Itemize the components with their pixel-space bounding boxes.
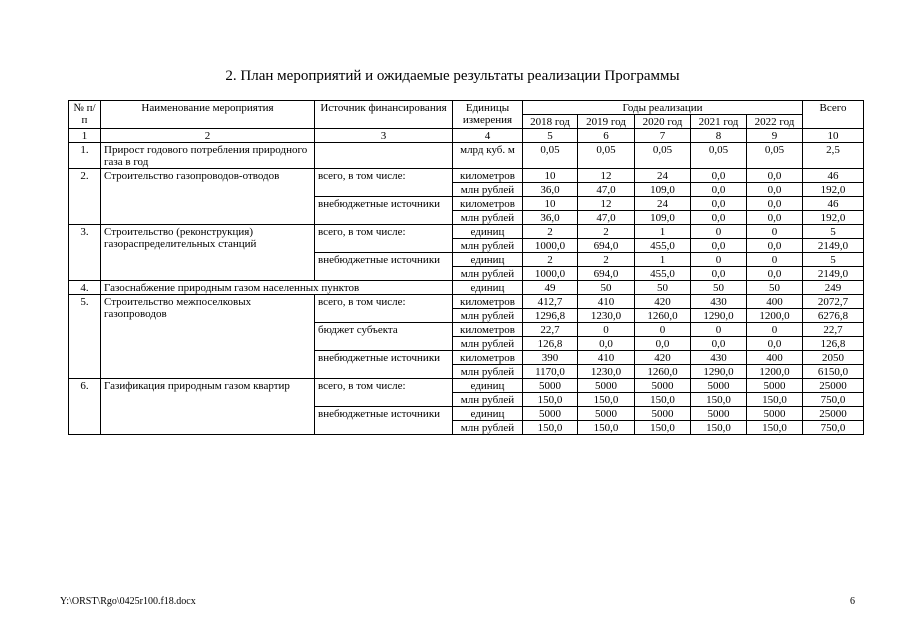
total-value-cell: 5 bbox=[803, 225, 864, 239]
numbering-row bbox=[69, 129, 864, 143]
col-name-header: Наименование мероприятия bbox=[101, 101, 315, 129]
year-value-cell: 0 bbox=[691, 323, 747, 337]
year-value-cell: 50 bbox=[691, 281, 747, 295]
year-value-cell: 5000 bbox=[635, 379, 691, 393]
year-value-cell: 0 bbox=[747, 253, 803, 267]
year-value-cell: 0,05 bbox=[635, 143, 691, 169]
funding-source: внебюджетные источники bbox=[315, 253, 453, 281]
year-value-cell: 694,0 bbox=[578, 267, 635, 281]
unit-cell: млрд куб. м bbox=[453, 143, 523, 169]
measure-name: Газоснабжение природным газом населенных пунктов bbox=[101, 281, 453, 295]
column-number: 10 bbox=[803, 129, 864, 143]
unit-cell: единиц bbox=[453, 281, 523, 295]
year-value-cell: 47,0 bbox=[578, 183, 635, 197]
total-value-cell: 6150,0 bbox=[803, 365, 864, 379]
year-value-cell: 410 bbox=[578, 295, 635, 309]
unit-cell: млн рублей bbox=[453, 421, 523, 435]
col-years-header: Годы реализации bbox=[523, 101, 803, 115]
total-value-cell: 6276,8 bbox=[803, 309, 864, 323]
header-row bbox=[69, 101, 864, 115]
year-value-cell: 1230,0 bbox=[578, 309, 635, 323]
year-value-cell: 0,0 bbox=[747, 267, 803, 281]
year-value-cell: 430 bbox=[691, 351, 747, 365]
year-value-cell: 12 bbox=[578, 197, 635, 211]
year-value-cell: 5000 bbox=[691, 379, 747, 393]
year-value-cell: 0,05 bbox=[523, 143, 578, 169]
year-value-cell: 0,05 bbox=[578, 143, 635, 169]
measure-name: Строительство межпоселковых газопроводов bbox=[101, 295, 315, 379]
year-value-cell: 0,0 bbox=[691, 197, 747, 211]
year-value-cell: 0,0 bbox=[578, 337, 635, 351]
unit-cell: млн рублей bbox=[453, 211, 523, 225]
total-value-cell: 750,0 bbox=[803, 421, 864, 435]
total-value-cell: 46 bbox=[803, 169, 864, 183]
plan-table bbox=[68, 100, 864, 435]
year-value-cell: 0,0 bbox=[747, 239, 803, 253]
year-value-cell: 0,0 bbox=[691, 267, 747, 281]
table-row bbox=[69, 169, 864, 183]
year-value-cell: 5000 bbox=[747, 379, 803, 393]
total-value-cell: 22,7 bbox=[803, 323, 864, 337]
footer-page-number: 6 bbox=[850, 596, 855, 607]
year-value-cell: 0,0 bbox=[691, 239, 747, 253]
unit-cell: млн рублей bbox=[453, 183, 523, 197]
col-total-header: Всего bbox=[803, 101, 864, 129]
year-value-cell: 109,0 bbox=[635, 211, 691, 225]
year-value-cell: 5000 bbox=[635, 407, 691, 421]
year-value-cell: 430 bbox=[691, 295, 747, 309]
year-value-cell: 0,0 bbox=[691, 169, 747, 183]
row-number: 1. bbox=[69, 143, 101, 169]
year-value-cell: 1000,0 bbox=[523, 267, 578, 281]
year-value-cell: 694,0 bbox=[578, 239, 635, 253]
year-value-cell: 150,0 bbox=[747, 393, 803, 407]
total-value-cell: 46 bbox=[803, 197, 864, 211]
row-number: 2. bbox=[69, 169, 101, 225]
unit-cell: млн рублей bbox=[453, 393, 523, 407]
total-value-cell: 2149,0 bbox=[803, 267, 864, 281]
year-value-cell: 150,0 bbox=[691, 393, 747, 407]
year-value-cell: 0 bbox=[691, 253, 747, 267]
year-value-cell: 50 bbox=[578, 281, 635, 295]
year-value-cell: 1200,0 bbox=[747, 365, 803, 379]
column-number: 3 bbox=[315, 129, 453, 143]
total-value-cell: 2072,7 bbox=[803, 295, 864, 309]
year-value-cell: 50 bbox=[635, 281, 691, 295]
total-value-cell: 126,8 bbox=[803, 337, 864, 351]
unit-cell: млн рублей bbox=[453, 239, 523, 253]
year-value-cell: 1200,0 bbox=[747, 309, 803, 323]
year-value-cell: 1290,0 bbox=[691, 365, 747, 379]
year-header: 2022 год bbox=[747, 115, 803, 129]
total-value-cell: 2,5 bbox=[803, 143, 864, 169]
unit-cell: единиц bbox=[453, 225, 523, 239]
year-value-cell: 50 bbox=[747, 281, 803, 295]
year-value-cell: 2 bbox=[578, 253, 635, 267]
unit-cell: млн рублей bbox=[453, 267, 523, 281]
year-value-cell: 5000 bbox=[578, 407, 635, 421]
year-value-cell: 0,0 bbox=[747, 197, 803, 211]
year-value-cell: 22,7 bbox=[523, 323, 578, 337]
year-value-cell: 49 bbox=[523, 281, 578, 295]
table-row bbox=[69, 281, 864, 295]
year-value-cell: 1230,0 bbox=[578, 365, 635, 379]
row-number: 4. bbox=[69, 281, 101, 295]
measure-name: Прирост годового потребления природного газа в год bbox=[101, 143, 315, 169]
year-value-cell: 0,0 bbox=[691, 183, 747, 197]
table-row bbox=[69, 295, 864, 309]
year-value-cell: 150,0 bbox=[578, 393, 635, 407]
year-value-cell: 150,0 bbox=[635, 393, 691, 407]
funding-source: всего, в том числе: bbox=[315, 225, 453, 253]
funding-source bbox=[315, 143, 453, 169]
year-header: 2019 год bbox=[578, 115, 635, 129]
year-value-cell: 150,0 bbox=[747, 421, 803, 435]
year-value-cell: 150,0 bbox=[691, 421, 747, 435]
funding-source: всего, в том числе: bbox=[315, 295, 453, 323]
column-number: 8 bbox=[691, 129, 747, 143]
year-header: 2018 год bbox=[523, 115, 578, 129]
unit-cell: километров bbox=[453, 351, 523, 365]
unit-cell: единиц bbox=[453, 407, 523, 421]
unit-cell: километров bbox=[453, 197, 523, 211]
year-value-cell: 1296,8 bbox=[523, 309, 578, 323]
year-value-cell: 412,7 bbox=[523, 295, 578, 309]
year-value-cell: 5000 bbox=[523, 379, 578, 393]
row-number: 6. bbox=[69, 379, 101, 435]
year-value-cell: 0,0 bbox=[747, 337, 803, 351]
total-value-cell: 192,0 bbox=[803, 183, 864, 197]
year-value-cell: 36,0 bbox=[523, 211, 578, 225]
year-value-cell: 150,0 bbox=[523, 393, 578, 407]
year-value-cell: 1 bbox=[635, 225, 691, 239]
column-number: 1 bbox=[69, 129, 101, 143]
year-value-cell: 10 bbox=[523, 197, 578, 211]
year-value-cell: 410 bbox=[578, 351, 635, 365]
year-value-cell: 400 bbox=[747, 351, 803, 365]
funding-source: всего, в том числе: bbox=[315, 379, 453, 407]
year-value-cell: 420 bbox=[635, 295, 691, 309]
unit-cell: млн рублей bbox=[453, 309, 523, 323]
row-number: 3. bbox=[69, 225, 101, 281]
column-number: 5 bbox=[523, 129, 578, 143]
total-value-cell: 192,0 bbox=[803, 211, 864, 225]
footer-file-path: Y:\ORST\Rgo\0425r100.f18.docx bbox=[60, 596, 196, 607]
year-value-cell: 1000,0 bbox=[523, 239, 578, 253]
year-value-cell: 5000 bbox=[747, 407, 803, 421]
year-value-cell: 0 bbox=[747, 323, 803, 337]
year-value-cell: 1260,0 bbox=[635, 309, 691, 323]
funding-source: бюджет субъекта bbox=[315, 323, 453, 351]
measure-name: Газификация природным газом квартир bbox=[101, 379, 315, 435]
total-value-cell: 5 bbox=[803, 253, 864, 267]
year-value-cell: 2 bbox=[578, 225, 635, 239]
year-value-cell: 0,0 bbox=[747, 211, 803, 225]
column-number: 9 bbox=[747, 129, 803, 143]
year-value-cell: 0,05 bbox=[691, 143, 747, 169]
year-header: 2021 год bbox=[691, 115, 747, 129]
funding-source: внебюджетные источники bbox=[315, 407, 453, 435]
year-value-cell: 455,0 bbox=[635, 239, 691, 253]
year-value-cell: 455,0 bbox=[635, 267, 691, 281]
table-row bbox=[69, 225, 864, 239]
unit-cell: единиц bbox=[453, 379, 523, 393]
unit-cell: километров bbox=[453, 323, 523, 337]
year-value-cell: 12 bbox=[578, 169, 635, 183]
row-number: 5. bbox=[69, 295, 101, 379]
year-value-cell: 0 bbox=[578, 323, 635, 337]
year-header: 2020 год bbox=[635, 115, 691, 129]
year-value-cell: 150,0 bbox=[635, 421, 691, 435]
year-value-cell: 0,0 bbox=[747, 169, 803, 183]
col-no-header: № п/п bbox=[69, 101, 101, 129]
year-value-cell: 5000 bbox=[523, 407, 578, 421]
table-row bbox=[69, 143, 864, 169]
funding-source: внебюджетные источники bbox=[315, 197, 453, 225]
col-source-header: Источник финансирования bbox=[315, 101, 453, 129]
year-value-cell: 10 bbox=[523, 169, 578, 183]
year-value-cell: 0,0 bbox=[635, 337, 691, 351]
unit-cell: километров bbox=[453, 295, 523, 309]
year-value-cell: 150,0 bbox=[578, 421, 635, 435]
total-value-cell: 249 bbox=[803, 281, 864, 295]
year-value-cell: 1 bbox=[635, 253, 691, 267]
year-value-cell: 0,0 bbox=[691, 337, 747, 351]
year-value-cell: 0,0 bbox=[691, 211, 747, 225]
total-value-cell: 2149,0 bbox=[803, 239, 864, 253]
year-value-cell: 0,05 bbox=[747, 143, 803, 169]
funding-source: всего, в том числе: bbox=[315, 169, 453, 197]
year-value-cell: 24 bbox=[635, 197, 691, 211]
year-value-cell: 36,0 bbox=[523, 183, 578, 197]
year-value-cell: 400 bbox=[747, 295, 803, 309]
total-value-cell: 25000 bbox=[803, 407, 864, 421]
funding-source: внебюджетные источники bbox=[315, 351, 453, 379]
year-value-cell: 126,8 bbox=[523, 337, 578, 351]
unit-cell: километров bbox=[453, 169, 523, 183]
year-value-cell: 109,0 bbox=[635, 183, 691, 197]
year-value-cell: 5000 bbox=[578, 379, 635, 393]
measure-name: Строительство (реконструкция) газораспределительных станций bbox=[101, 225, 315, 281]
total-value-cell: 750,0 bbox=[803, 393, 864, 407]
unit-cell: единиц bbox=[453, 253, 523, 267]
year-value-cell: 1260,0 bbox=[635, 365, 691, 379]
year-value-cell: 390 bbox=[523, 351, 578, 365]
year-value-cell: 2 bbox=[523, 225, 578, 239]
col-unit-header: Единицы измерения bbox=[453, 101, 523, 129]
year-value-cell: 0 bbox=[635, 323, 691, 337]
total-value-cell: 2050 bbox=[803, 351, 864, 365]
year-value-cell: 5000 bbox=[691, 407, 747, 421]
total-value-cell: 25000 bbox=[803, 379, 864, 393]
year-value-cell: 1170,0 bbox=[523, 365, 578, 379]
year-value-cell: 1290,0 bbox=[691, 309, 747, 323]
year-value-cell: 0,0 bbox=[747, 183, 803, 197]
measure-name: Строительство газопроводов-отводов bbox=[101, 169, 315, 225]
year-value-cell: 47,0 bbox=[578, 211, 635, 225]
column-number: 7 bbox=[635, 129, 691, 143]
table-row bbox=[69, 379, 864, 393]
column-number: 2 bbox=[101, 129, 315, 143]
plan-table-body bbox=[69, 101, 864, 435]
year-value-cell: 420 bbox=[635, 351, 691, 365]
year-value-cell: 24 bbox=[635, 169, 691, 183]
year-value-cell: 0 bbox=[747, 225, 803, 239]
page-title: 2. План мероприятий и ожидаемые результаты реализации Программы bbox=[225, 68, 680, 84]
column-number: 6 bbox=[578, 129, 635, 143]
year-value-cell: 0 bbox=[691, 225, 747, 239]
unit-cell: млн рублей bbox=[453, 337, 523, 351]
unit-cell: млн рублей bbox=[453, 365, 523, 379]
year-value-cell: 150,0 bbox=[523, 421, 578, 435]
column-number: 4 bbox=[453, 129, 523, 143]
year-value-cell: 2 bbox=[523, 253, 578, 267]
